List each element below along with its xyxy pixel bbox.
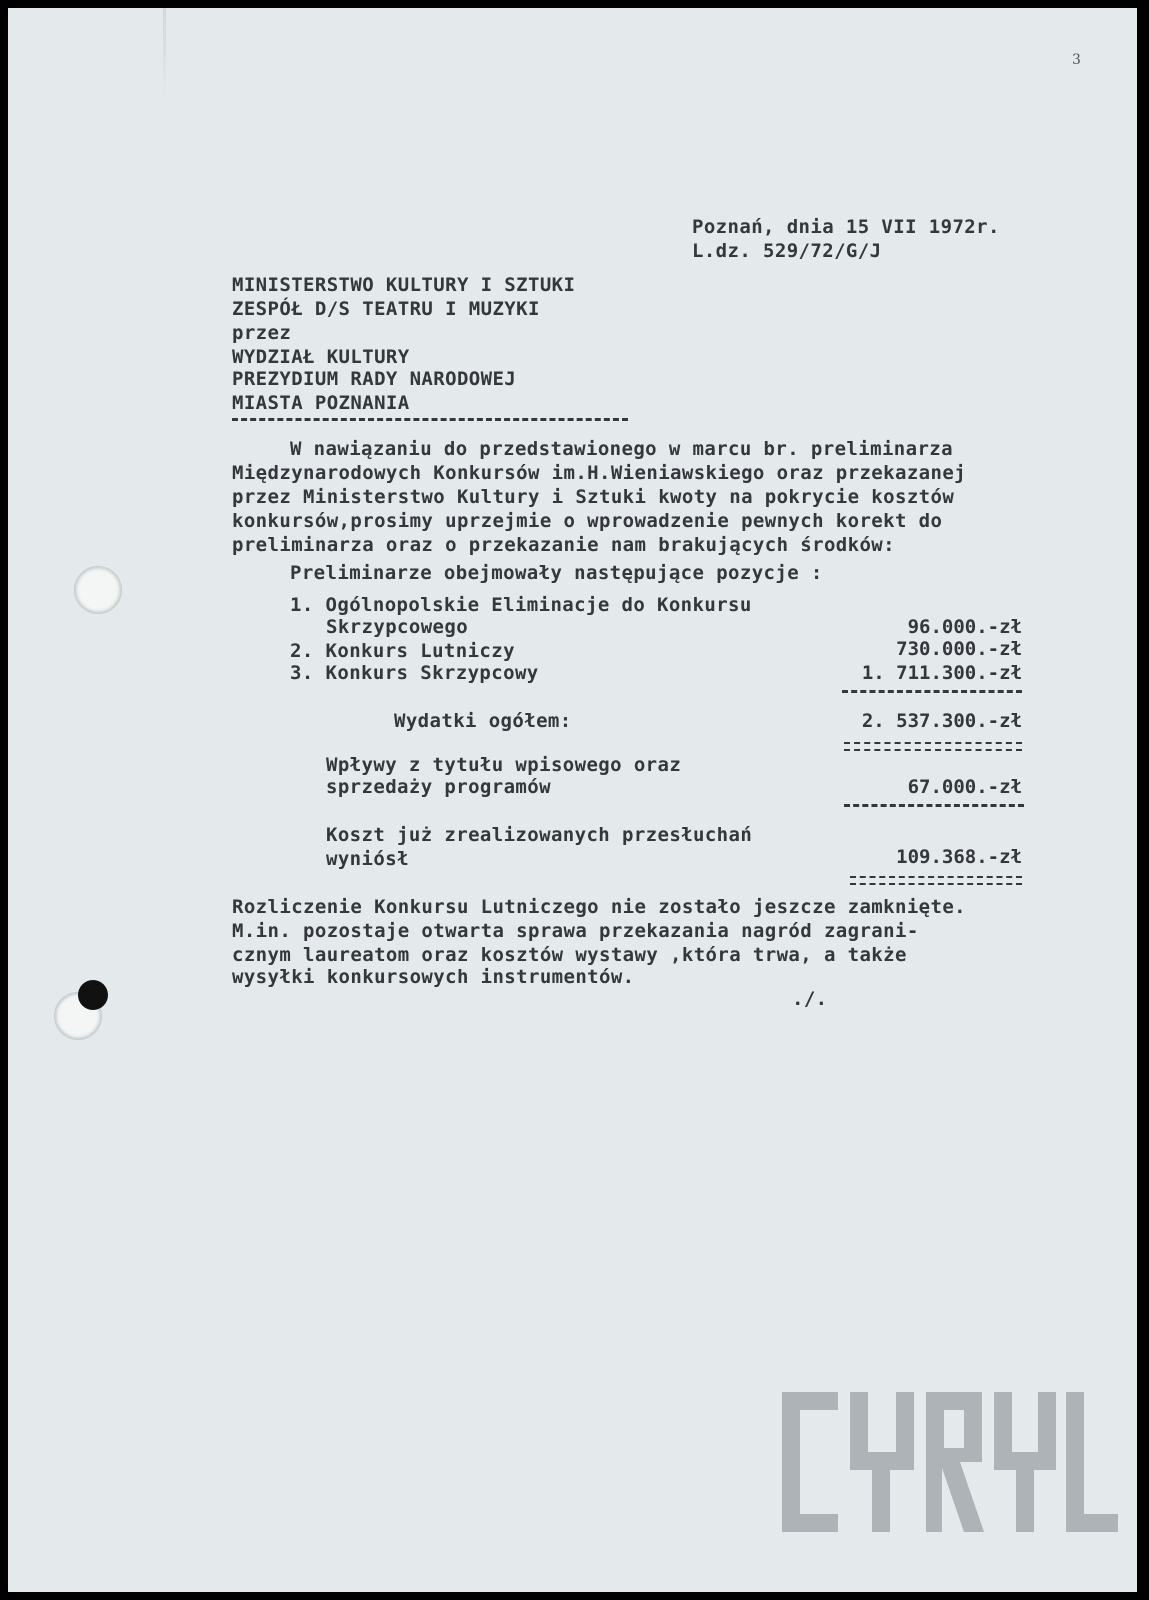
intro-line: przez Ministerstwo Kultury i Sztuki kwoty na pokrycie kosztów bbox=[232, 486, 955, 508]
cyryl-watermark-logo bbox=[780, 1392, 1120, 1532]
total-double-underline bbox=[844, 742, 1022, 751]
document-page bbox=[8, 8, 1137, 1592]
addressee-line: MIASTA POZNANIA bbox=[232, 392, 410, 414]
sum-underline bbox=[842, 690, 1022, 693]
addressee-line: ZESPÓŁ D/S TEATRU I MUZYKI bbox=[232, 298, 540, 320]
cost-label: Koszt już zrealizowanych przesłuchań bbox=[326, 824, 753, 846]
place-date: Poznań, dnia 15 VII 1972r. bbox=[692, 216, 1000, 238]
closing-line: wysyłki konkursowych instrumentów. bbox=[232, 966, 635, 988]
income-label: Wpływy z tytułu wpisowego oraz bbox=[326, 754, 682, 776]
page-number: 3 bbox=[1072, 52, 1081, 68]
closing-line: cznym laureatom oraz kosztów wystawy ,która trwa, a także bbox=[232, 944, 907, 966]
total-label: Wydatki ogółem: bbox=[394, 710, 572, 732]
item-label: 3. Konkurs Skrzypcowy bbox=[290, 662, 539, 684]
intro-line: konkursów,prosimy uprzejmie o wprowadzenie pewnych korekt do bbox=[232, 510, 943, 532]
closing-line: Rozliczenie Konkursu Lutniczego nie zostało jeszcze zamknięte. bbox=[232, 896, 967, 918]
item-amount: 96.000.-zł bbox=[907, 616, 1022, 638]
total-amount: 2. 537.300.-zł bbox=[861, 710, 1022, 732]
item-amount: 730.000.-zł bbox=[896, 638, 1022, 660]
closing-line: M.in. pozostaje otwarta sprawa przekazania nagród zagrani- bbox=[232, 920, 919, 942]
item-label: 2. Konkurs Lutniczy bbox=[290, 640, 515, 662]
item-amount: 1. 711.300.-zł bbox=[861, 662, 1022, 684]
cost-double-underline bbox=[850, 876, 1022, 885]
addressee-line: MINISTERSTWO KULTURY I SZTUKI bbox=[232, 274, 576, 296]
intro-line: Międzynarodowych Konkursów im.H.Wieniawskiego oraz przekazanej bbox=[232, 462, 967, 484]
continuation-mark: ./. bbox=[792, 988, 828, 1010]
punch-hole-lower-dark bbox=[78, 980, 108, 1010]
cost-amount: 109.368.-zł bbox=[896, 846, 1022, 868]
income-label: sprzedaży programów bbox=[326, 776, 551, 798]
addressee-line: PREZYDIUM RADY NARODOWEJ bbox=[232, 368, 517, 390]
cost-label: wyniósł bbox=[326, 848, 409, 870]
addressee-underline bbox=[232, 418, 628, 421]
addressee-line: WYDZIAŁ KULTURY bbox=[232, 346, 410, 368]
intro-line: preliminarza oraz o przekazanie nam brakujących środków: bbox=[232, 534, 895, 556]
addressee-line: przez bbox=[232, 322, 292, 344]
income-underline bbox=[844, 804, 1024, 807]
item-label: 1. Ogólnopolskie Eliminacje do Konkursu bbox=[290, 594, 752, 616]
item-label: Skrzypcowego bbox=[326, 616, 469, 638]
punch-hole-upper bbox=[74, 566, 122, 614]
reference-number: L.dz. 529/72/G/J bbox=[692, 240, 882, 262]
intro-line: W nawiązaniu do przedstawionego w marcu br. preliminarza bbox=[290, 438, 953, 460]
income-amount: 67.000.-zł bbox=[907, 776, 1022, 798]
list-intro: Preliminarze obejmowały następujące pozycje : bbox=[290, 562, 823, 584]
